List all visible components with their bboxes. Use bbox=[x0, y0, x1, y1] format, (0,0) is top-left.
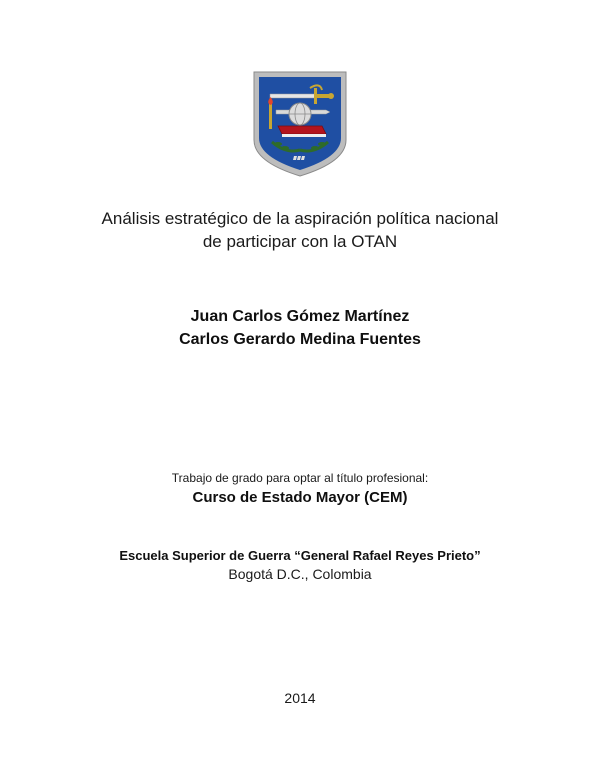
publication-year: 2014 bbox=[284, 690, 316, 706]
title-line-1: Análisis estratégico de la aspiración política nacional bbox=[101, 209, 499, 228]
degree-purpose: Trabajo de grado para optar al título profesional: bbox=[171, 471, 429, 485]
course-name: Curso de Estado Mayor (CEM) bbox=[192, 489, 408, 506]
title-line-2: de participar con la OTAN bbox=[202, 232, 398, 251]
document-title bbox=[0, 207, 600, 253]
shield-crest-icon bbox=[252, 70, 348, 178]
authors bbox=[0, 305, 600, 351]
author-name-2: Carlos Gerardo Medina Fuentes bbox=[179, 331, 421, 348]
author-name-1: Juan Carlos Gómez Martínez bbox=[190, 308, 410, 325]
institution-city: Bogotá D.C., Colombia bbox=[228, 566, 372, 582]
institution-name: Escuela Superior de Guerra “General Rafael Reyes Prieto” bbox=[119, 548, 481, 563]
